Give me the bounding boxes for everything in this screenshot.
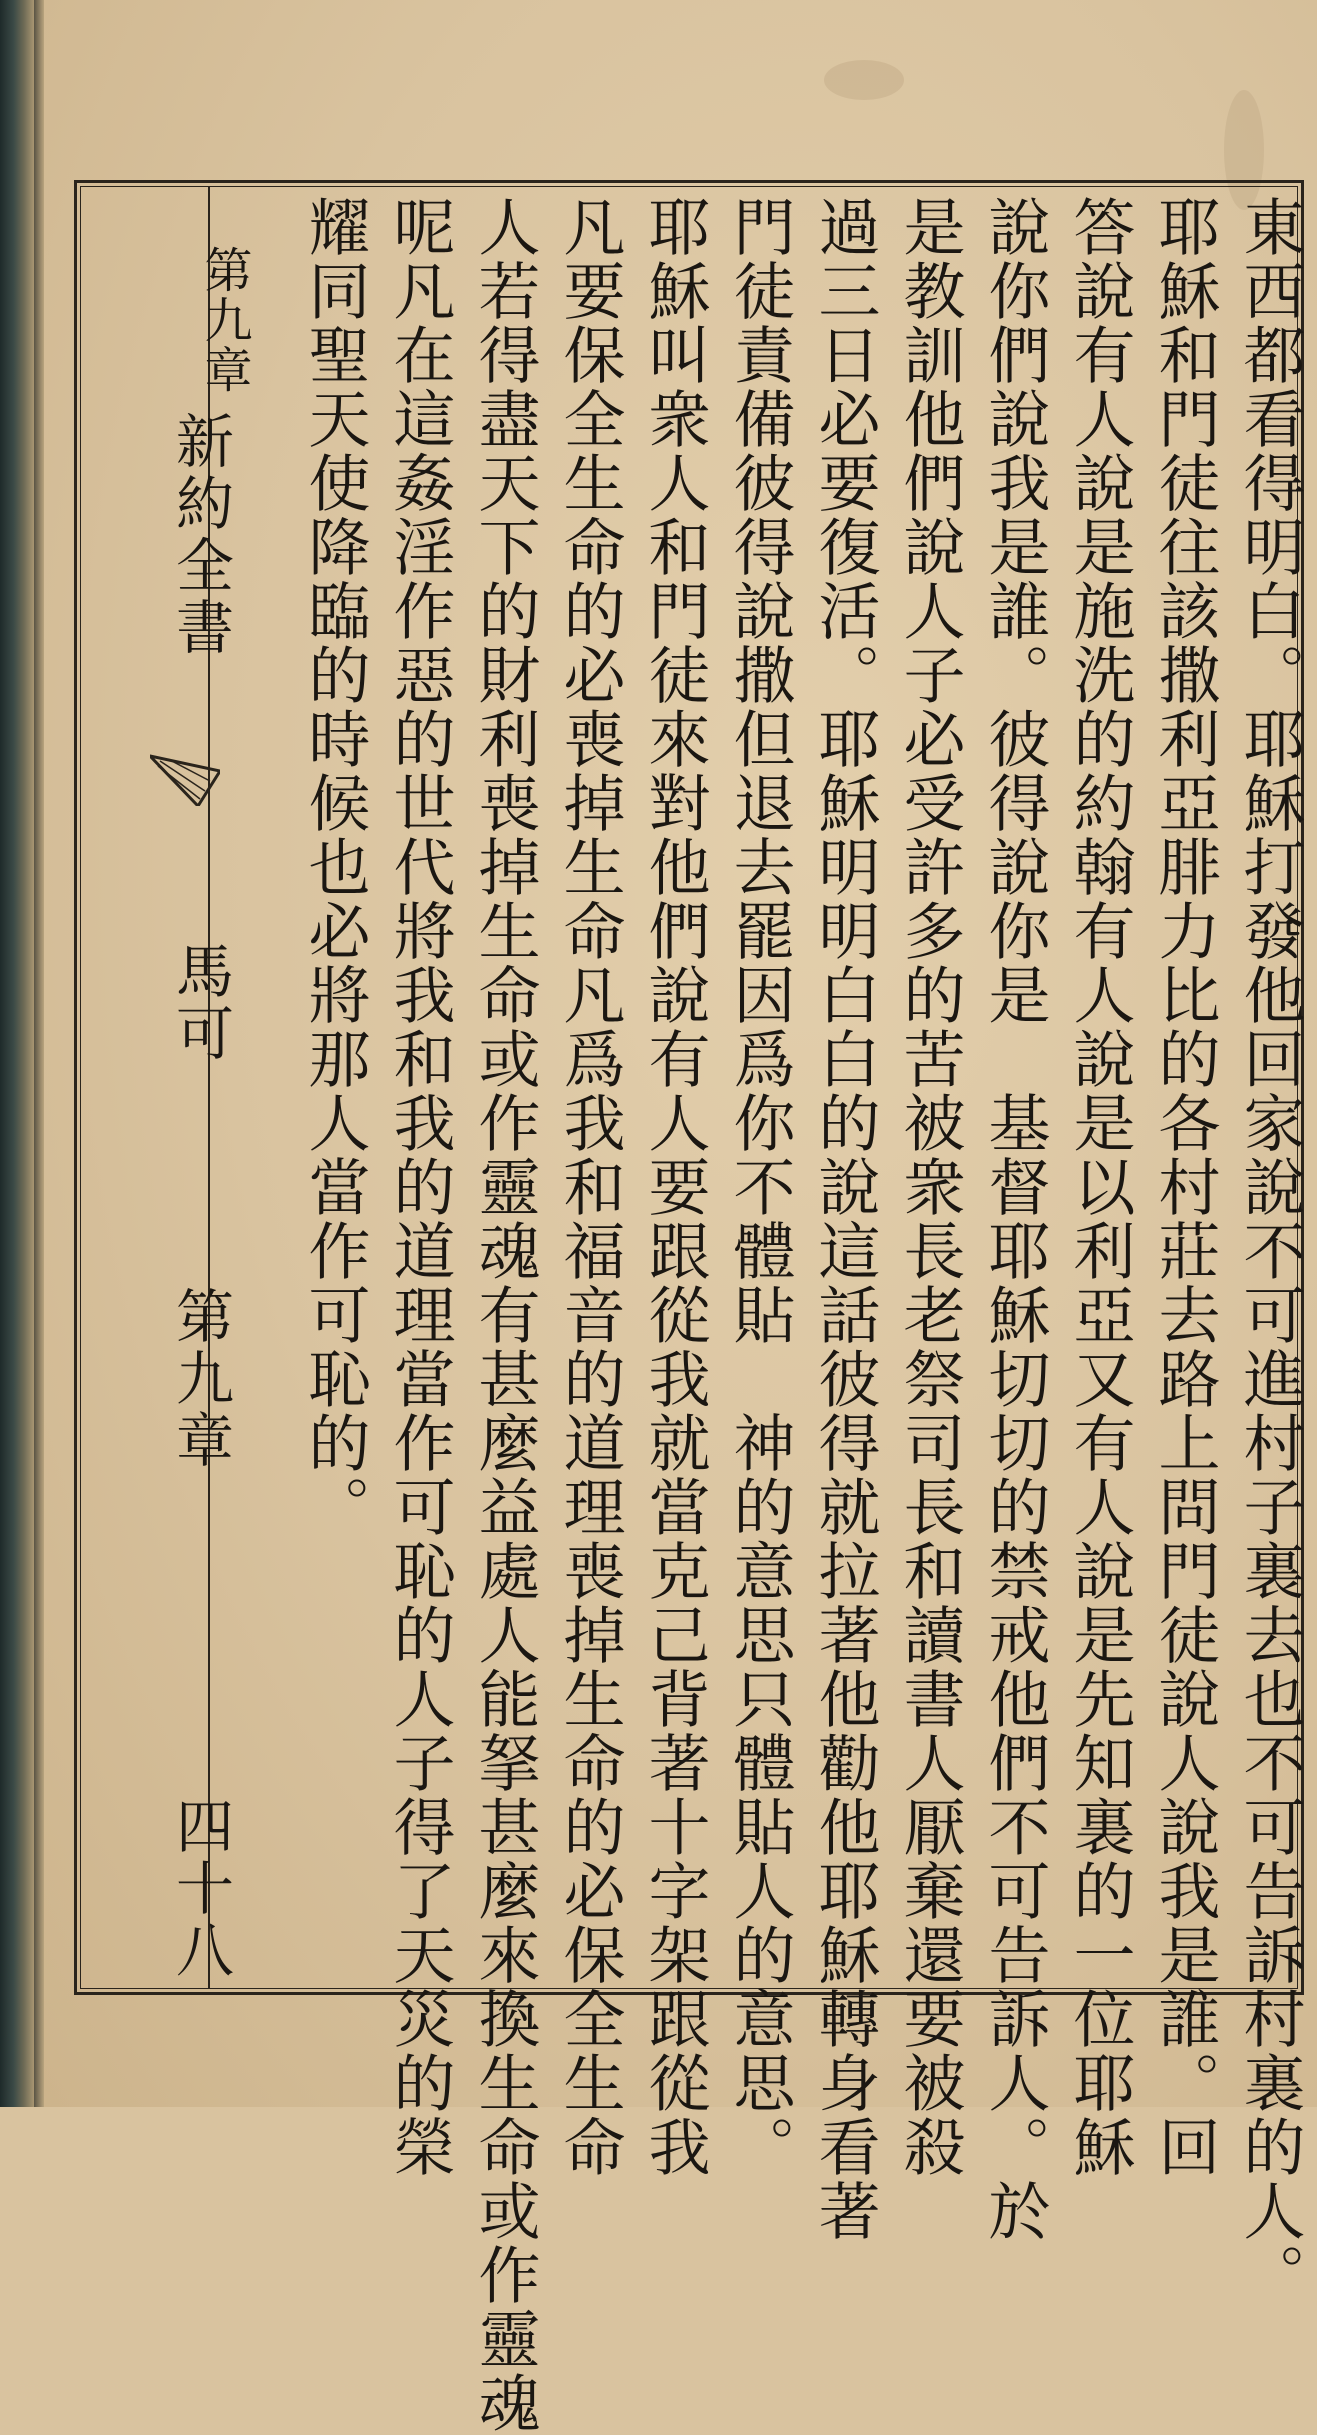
text-column: 凡要保全生命的必喪掉生命凡爲我和福音的道理喪掉生命的必保全生命	[553, 195, 626, 2179]
book-title: 新約全書	[166, 411, 234, 659]
text-column: 東西都看得明白。耶穌打發他回家說不可進村子裏去也不可告訴村裏的人。	[1233, 195, 1306, 2307]
text-column: 呢凡在這姦淫作惡的世代將我和我的道理當作可恥的人子得了天災的榮	[383, 195, 456, 2179]
page-number: 四十八	[166, 1796, 234, 1982]
paper-stain	[824, 60, 904, 100]
text-column: 門徒責備彼得說撒但退去罷因爲你不體貼 神的意思只體貼人的意思。	[723, 195, 796, 2179]
gospel-name: 馬可	[166, 941, 234, 1065]
chapter-heading: 第九章	[196, 245, 252, 395]
margin-column	[110, 186, 234, 1989]
margin-chapter: 第九章	[166, 1286, 234, 1472]
text-column: 耶穌和門徒往該撒利亞腓力比的各村莊去路上問門徒說人說我是誰。回	[1148, 195, 1221, 2179]
fish-tail-ornament-icon	[150, 751, 220, 806]
text-column: 耀同聖天使降臨的時候也必將那人當作可恥的。	[298, 195, 371, 1539]
text-column: 耶穌叫衆人和門徒來對他們說有人要跟從我就當克己背著十字架跟從我	[638, 195, 711, 2179]
book-page	[44, 0, 1317, 2435]
text-column: 說你們說我是誰。彼得說你是 基督耶穌切切的禁戒他們不可告訴人。於	[978, 195, 1051, 2243]
binding-edge	[34, 0, 44, 2107]
text-column: 是教訓他們說人子必受許多的苦被衆長老祭司長和讀書人厭棄還要被殺	[893, 195, 966, 2179]
text-column: 答說有人說是施洗的約翰有人說是以利亞又有人說是先知裏的一位耶穌	[1063, 195, 1136, 2179]
text-column: 人若得盡天下的財利喪掉生命或作靈魂有甚麼益處人能拏甚麼來換生命或作靈魂	[468, 195, 541, 2435]
book-binding	[0, 0, 34, 2107]
text-column: 過三日必要復活。耶穌明明白白的說這話彼得就拉著他勸他耶穌轉身看著	[808, 195, 881, 2243]
main-text	[234, 195, 1314, 2435]
